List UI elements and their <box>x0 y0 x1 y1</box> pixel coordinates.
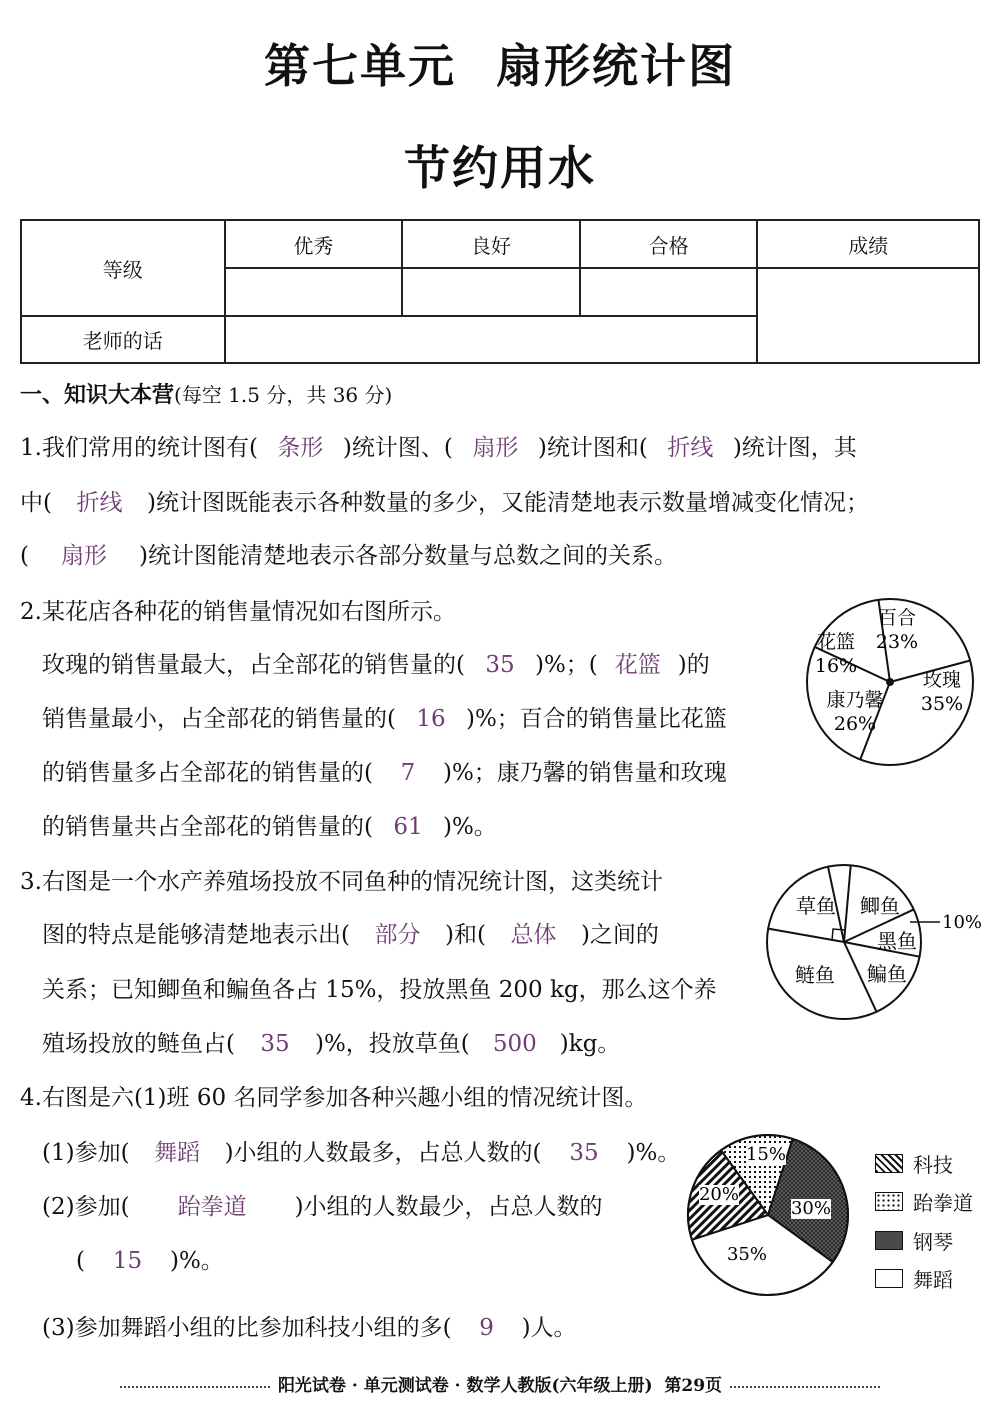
answer-blank[interactable]: 折线 <box>76 490 123 516</box>
answer-blank[interactable]: 跆拳道 <box>177 1194 247 1220</box>
legend-item-taekwondo: 跆拳道 <box>875 1187 973 1216</box>
slice-label: 鳊鱼 <box>867 962 907 986</box>
section-note: (每空 1.5 分，共 36 分) <box>174 383 393 407</box>
q2-line-4: 的销售量多占全部花的销售量的( 7 )%；康乃馨的销售量和玫瑰 <box>42 760 727 786</box>
slice-value-label: 35% <box>726 1244 768 1265</box>
q3-line-2: 图的特点是能够清楚地表示出( 部分 )和( 总体 )之间的 <box>42 922 659 948</box>
q1-line-2: 中( 折线 )统计图既能表示各种数量的多少，又能清楚地表示数量增减变化情况； <box>20 490 869 516</box>
answer-blank[interactable]: 扇形 <box>472 435 519 461</box>
dots-swatch-icon <box>875 1192 903 1211</box>
slice-label: 康乃馨 <box>826 689 884 711</box>
flower-sales-pie-chart <box>800 586 980 776</box>
legend-item-dance: 舞蹈 <box>875 1264 953 1293</box>
teacher-label: 老师的话 <box>21 316 225 363</box>
answer-blank[interactable]: 花篮 <box>614 652 661 678</box>
dark-swatch-icon <box>875 1231 903 1250</box>
slice-value-label: 35% <box>920 693 964 715</box>
answer-blank[interactable]: 35 <box>485 652 515 678</box>
answer-blank[interactable]: 35 <box>569 1140 599 1166</box>
callout-label: 10% <box>942 912 983 933</box>
score-box[interactable] <box>757 268 979 363</box>
answer-blank[interactable]: 15 <box>112 1248 143 1274</box>
q2-line-2: 玫瑰的销售量最大，占全部花的销售量的( 35 )%；( 花篮 )的 <box>42 652 710 678</box>
q2-line-1: 2.某花店各种花的销售量情况如右图所示。 <box>20 599 456 625</box>
center-dot <box>886 678 894 686</box>
hatch-swatch-icon <box>875 1154 903 1173</box>
q1-line-1: 1.我们常用的统计图有( 条形 )统计图、( 扇形 )统计图和( 折线 )统计图，其 <box>20 435 857 461</box>
answer-blank[interactable]: 扇形 <box>60 543 107 569</box>
answer-blank[interactable]: 7 <box>400 760 416 786</box>
slice-label: 黑鱼 <box>877 929 917 953</box>
page-number: 第29页 <box>664 1376 723 1396</box>
q3-line-3: 关系；已知鲫鱼和鳊鱼各占 15%，投放黑鱼 200 kg，那么这个养 <box>42 977 717 1003</box>
unit-title <box>0 30 1000 96</box>
excellent-box[interactable] <box>225 268 403 316</box>
q3-line-4: 殖场投放的鲢鱼占( 35 )%，投放草鱼( 500 )kg。 <box>42 1031 621 1057</box>
q4-line-1: 4.右图是六(1)班 60 名同学参加各种兴趣小组的情况统计图。 <box>20 1085 648 1111</box>
level-good: 良好 <box>402 220 580 268</box>
grade-label: 等级 <box>21 220 225 316</box>
q4-line-2: (1)参加( 舞蹈 )小组的人数最多，占总人数的( 35 )%。 <box>42 1140 681 1166</box>
slice-value-label: 15% <box>745 1144 787 1165</box>
slice-value-label: 23% <box>875 631 919 653</box>
score-label: 成绩 <box>757 220 979 268</box>
pass-box[interactable] <box>580 268 758 316</box>
slice-label: 百合 <box>877 607 917 629</box>
slice-value-label: 16% <box>814 655 858 677</box>
q2-line-3: 销售量最小，占全部花的销售量的( 16 )%；百合的销售量比花篮 <box>42 706 727 732</box>
slice-value-label: 20% <box>698 1184 740 1205</box>
slice-label: 草鱼 <box>796 894 836 918</box>
answer-blank[interactable]: 35 <box>260 1031 290 1057</box>
answer-blank[interactable]: 总体 <box>510 922 557 948</box>
answer-blank[interactable]: 61 <box>393 814 423 840</box>
legend-item-tech: 科技 <box>875 1149 953 1178</box>
q4-line-4: ( 15 )%。 <box>76 1248 224 1274</box>
level-pass: 合格 <box>580 220 758 268</box>
slice-label: 鲢鱼 <box>795 963 835 987</box>
legend-item-piano: 钢琴 <box>875 1226 953 1255</box>
q4-line-5: (3)参加舞蹈小组的比参加科技小组的多( 9 )人。 <box>42 1315 577 1341</box>
answer-blank[interactable]: 500 <box>492 1031 537 1057</box>
slice-label: 花篮 <box>816 631 856 653</box>
lesson-title: 节约用水 <box>404 141 596 195</box>
q3-line-1: 3.右图是一个水产养殖场投放不同鱼种的情况统计图，这类统计 <box>20 869 663 895</box>
blank-swatch-icon <box>875 1269 903 1288</box>
section-heading <box>20 380 392 410</box>
unit-label: 第七单元 <box>264 39 456 93</box>
section-title: 一、知识大本营 <box>20 382 175 408</box>
q4-line-3: (2)参加( 跆拳道 )小组的人数最少，占总人数的 <box>42 1194 603 1220</box>
slice-label: 玫瑰 <box>922 669 962 691</box>
footer-text: 阳光试卷 · 单元测试卷 · 数学人教版(六年级上册) <box>277 1376 653 1396</box>
teacher-comment-box[interactable] <box>225 316 758 363</box>
interest-group-pie-chart <box>683 1130 853 1300</box>
level-excellent: 优秀 <box>225 220 403 268</box>
answer-blank[interactable]: 部分 <box>374 922 421 948</box>
good-box[interactable] <box>402 268 580 316</box>
slice-value-label: 26% <box>833 713 877 735</box>
topic-label: 扇形统计图 <box>496 39 736 93</box>
answer-blank[interactable]: 舞蹈 <box>154 1140 201 1166</box>
slice-label: 鲫鱼 <box>860 894 900 918</box>
slice-value-label: 30% <box>790 1198 832 1219</box>
page-footer <box>40 1371 960 1396</box>
q2-line-5: 的销售量共占全部花的销售量的( 61 )%。 <box>42 814 497 840</box>
fish-pie-chart <box>760 858 990 1026</box>
answer-blank[interactable]: 16 <box>416 706 446 732</box>
answer-blank[interactable]: 9 <box>479 1315 494 1341</box>
q1-line-3: ( 扇形 )统计图能清楚地表示各部分数量与总数之间的关系。 <box>20 543 677 569</box>
answer-blank[interactable]: 条形 <box>277 435 324 461</box>
grade-table <box>20 219 980 364</box>
answer-blank[interactable]: 折线 <box>667 435 714 461</box>
